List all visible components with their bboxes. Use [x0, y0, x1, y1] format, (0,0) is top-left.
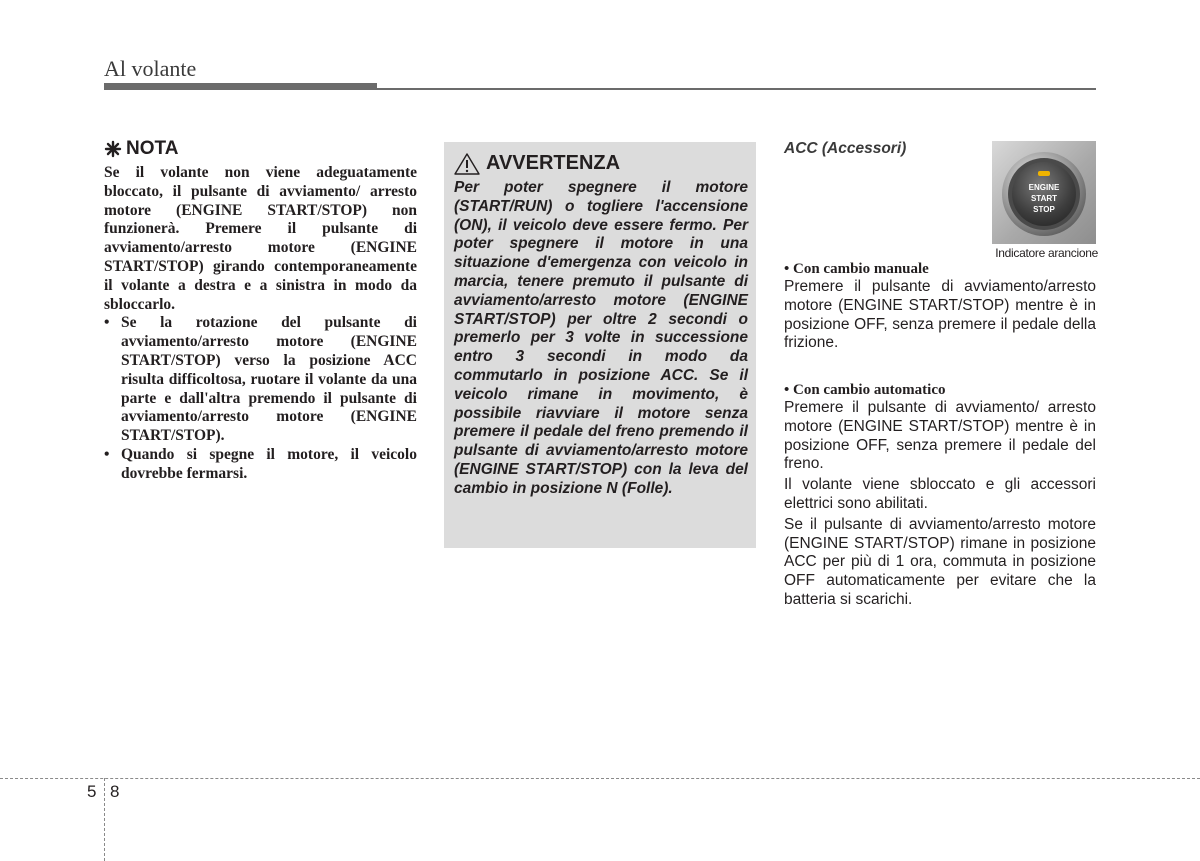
warning-title: AVVERTENZA	[486, 152, 621, 174]
engine-start-button-illustration	[992, 141, 1096, 244]
bullet-dot: •	[104, 445, 110, 463]
nota-bullet-1	[104, 314, 417, 446]
nota-bullet-text: Se la rotazione del pulsante di avviamento/arresto motore (ENGINE START/STOP) verso la posizione ACC risulta difficoltosa, ruotare il volante da una parte e dall'altra premendo il pulsante di avviamento/arresto motore (ENGINE START/STOP).	[121, 314, 417, 445]
automatic-section	[784, 381, 1096, 610]
footer-divider	[0, 778, 1200, 779]
page-header-title: Al volante	[104, 56, 197, 81]
image-caption: Indicatore arancione	[995, 246, 1098, 260]
nota-bullet-2	[104, 446, 417, 484]
nota-heading	[104, 138, 417, 160]
section-number: 5	[87, 782, 97, 801]
acc-paragraph-3: Se il pulsante di avviamento/arresto motore (ENGINE START/STOP) rimane in posizione ACC per più di 1 ora, commuta in posizione OFF automaticamente per evitare che la batteria si scarichi.	[784, 515, 1096, 608]
bullet-dot: •	[104, 314, 110, 332]
nota-bullet-text: Quando si spegne il motore, il veicolo dovrebbe fermarsi.	[121, 445, 417, 482]
footer-vertical-divider	[104, 778, 105, 861]
button-label-line2: START	[1030, 194, 1058, 203]
engine-start-button-image	[992, 141, 1096, 244]
header-rule	[104, 83, 377, 90]
acc-paragraph-2: Il volante viene sbloccato e gli accessori elettrici sono abilitati.	[784, 476, 1096, 512]
nota-title: NOTA	[126, 138, 179, 159]
button-label-line1: ENGINE	[1028, 183, 1060, 192]
automatic-heading: • Con cambio automatico	[784, 382, 946, 398]
manual-section	[784, 260, 1096, 353]
automatic-text: Premere il pulsante di avviamento/ arresto motore (ENGINE START/STOP) mentre è in posizione OFF, senza premere il pedale del freno.	[784, 399, 1096, 473]
manual-heading: • Con cambio manuale	[784, 261, 929, 277]
warning-text: Per poter spegnere il motore (START/RUN) o togliere l'accensione (ON), il veicolo deve essere fermo. Per poter spegnere il motore in una situazione d'emergenza con veicolo in marcia, tenere premuto il pulsante di avviamento/arresto motore (ENGINE START/STOP) per oltre 2 secondi o premerlo per 3 volte in successione entro 3 secondi in modo da commutarlo in posizione ACC. Se il veicolo rimane in movimento, è possibile riavviare il motore senza premere il pedale del freno premendo il pulsante di avviamento/arresto motore (ENGINE START/STOP) con la leva del cambio in posizione N (Folle).	[454, 179, 748, 497]
page-number: 8	[110, 782, 120, 801]
manual-text: Premere il pulsante di avviamento/arresto motore (ENGINE START/STOP) mentre è in posizione OFF, senza premere il pedale della frizione.	[784, 278, 1096, 352]
button-label-line3: STOP	[1033, 205, 1055, 214]
nota-intro: Se il volante non viene adeguatamente bloccato, il pulsante di avviamento/ arresto motore (ENGINE START/STOP) non funzionerà. Premere il pulsante di avviamento/arresto motore (ENGINE START/STOP) girando contemporaneamente il volante a destra e a sinistra in modo da sbloccarlo.	[104, 164, 417, 313]
asterisk-icon	[104, 140, 122, 158]
nota-section	[104, 138, 417, 484]
acc-title: ACC (Accessori)	[784, 140, 907, 157]
warning-heading	[454, 152, 748, 175]
warning-box	[444, 142, 756, 548]
header-rule-thin	[377, 88, 1096, 90]
warning-triangle-icon	[454, 153, 480, 175]
